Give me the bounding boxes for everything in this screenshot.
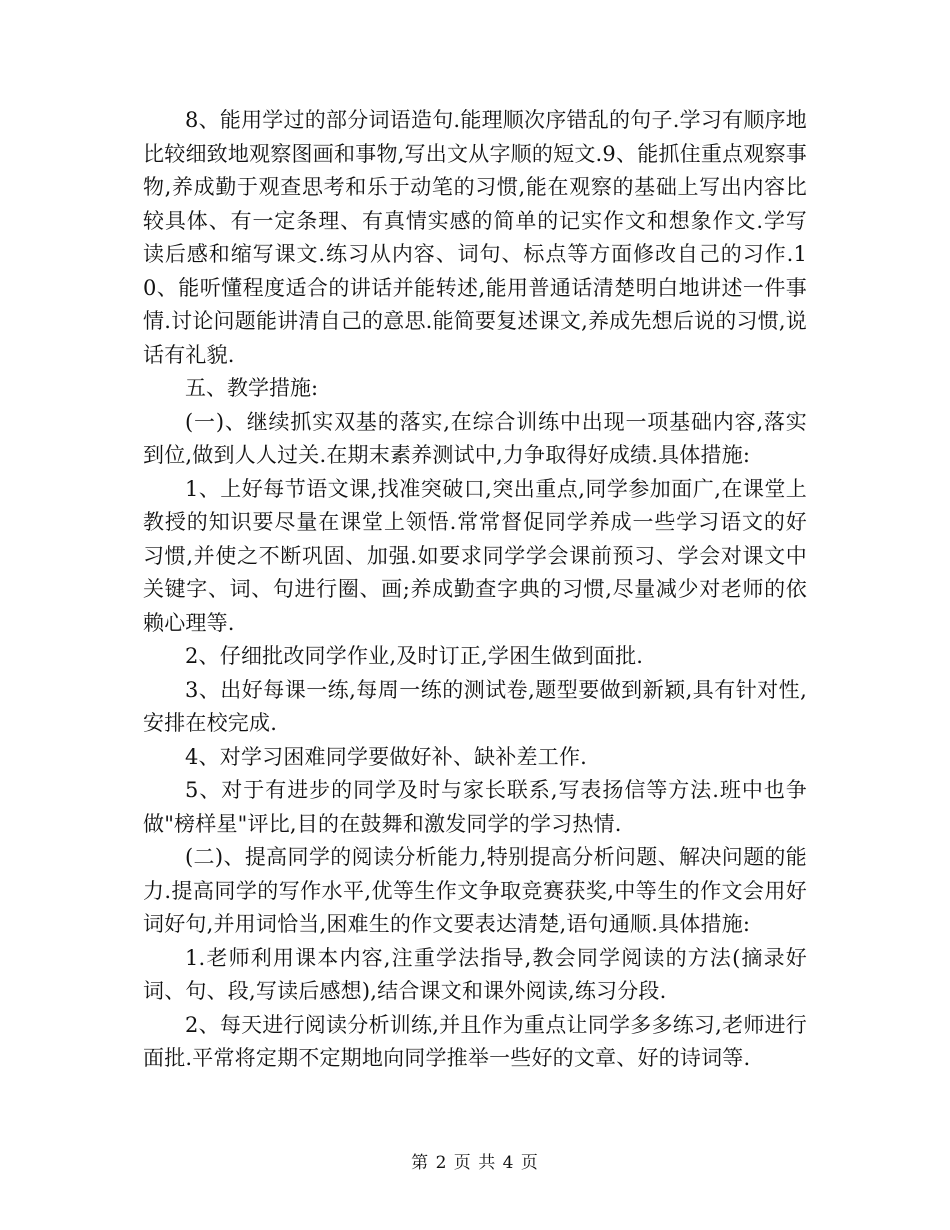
paragraph-measure-2: 2、仔细批改同学作业,及时订正,学困生做到面批. (185, 644, 644, 668)
paragraph-goals-8-10: 8、能用学过的部分词语造句.能理顺次序错乱的句子.学习有顺序地比较细致地观察图画和事物,写出文从字顺的短文.9、能抓住重点观察事物,养成勤于观查思考和乐于动笔的习惯,能在观察的基础上写出内容比较具体、有一定条理、有真情实感的简单的记实作文和想象作文.学写读后感和缩写课文.练习从内容、词句、标点等方面修改自己的习作.10、能听懂程度适合的讲话并能转述,能用普通话清楚明白地讲述一件事情.讨论问题能讲清自己的意思.能简要复述课文,养成先想后说的习惯,说话有礼貌. (143, 108, 807, 367)
paragraph-reading-method-1: 1.老师利用课本内容,注重学法指导,教会同学阅读的方法(摘录好词、句、段,写读后感想),结合课文和课外阅读,练习分段. (143, 945, 807, 1003)
document-body (143, 104, 807, 1076)
paragraph-measure-group-1: (一)、继续抓实双基的落实,在综合训练中出现一项基础内容,落实到位,做到人人过关.在期末素养测试中,力争取得好成绩.具体措施: (143, 409, 807, 467)
paragraph-reading-method-2: 2、每天进行阅读分析训练,并且作为重点让同学多多练习,老师进行面批.平常将定期不定期地向同学推举一些好的文章、好的诗词等. (143, 1012, 807, 1070)
paragraph-measure-3: 3、出好每课一练,每周一练的测试卷,题型要做到新颖,具有针对性,安排在校完成. (143, 677, 807, 735)
paragraph-measure-4: 4、对学习困难同学要做好补、缺补差工作. (185, 744, 588, 769)
paragraph-measure-group-2: (二)、提高同学的阅读分析能力,特别提高分析问题、解决问题的能力.提高同学的写作水平,优等生作文争取竞赛获奖,中等生的作文会用好词好句,并用词恰当,困难生的作文要表达清楚,语句通顺.具体措施: (143, 845, 807, 936)
section-heading-teaching-measures: 五、教学措施: (185, 376, 319, 400)
paragraph-measure-1: 1、上好每节语文课,找准突破口,突出重点,同学参加面广,在课堂上教授的知识要尽量在课堂上领悟.常常督促同学养成一些学习语文的好习惯,并使之不断巩固、加强.如要求同学学会课前预习、学会对课文中关键字、词、句进行圈、画;养成勤查字典的习惯,尽量减少对老师的依赖心理等. (143, 476, 807, 635)
paragraph-measure-5: 5、对于有进步的同学及时与家长联系,写表扬信等方法.班中也争做"榜样星"评比,目的在鼓舞和激发同学的学习热情. (143, 778, 807, 836)
page-number-footer: 第 2 页 共 4 页 (411, 1153, 539, 1173)
